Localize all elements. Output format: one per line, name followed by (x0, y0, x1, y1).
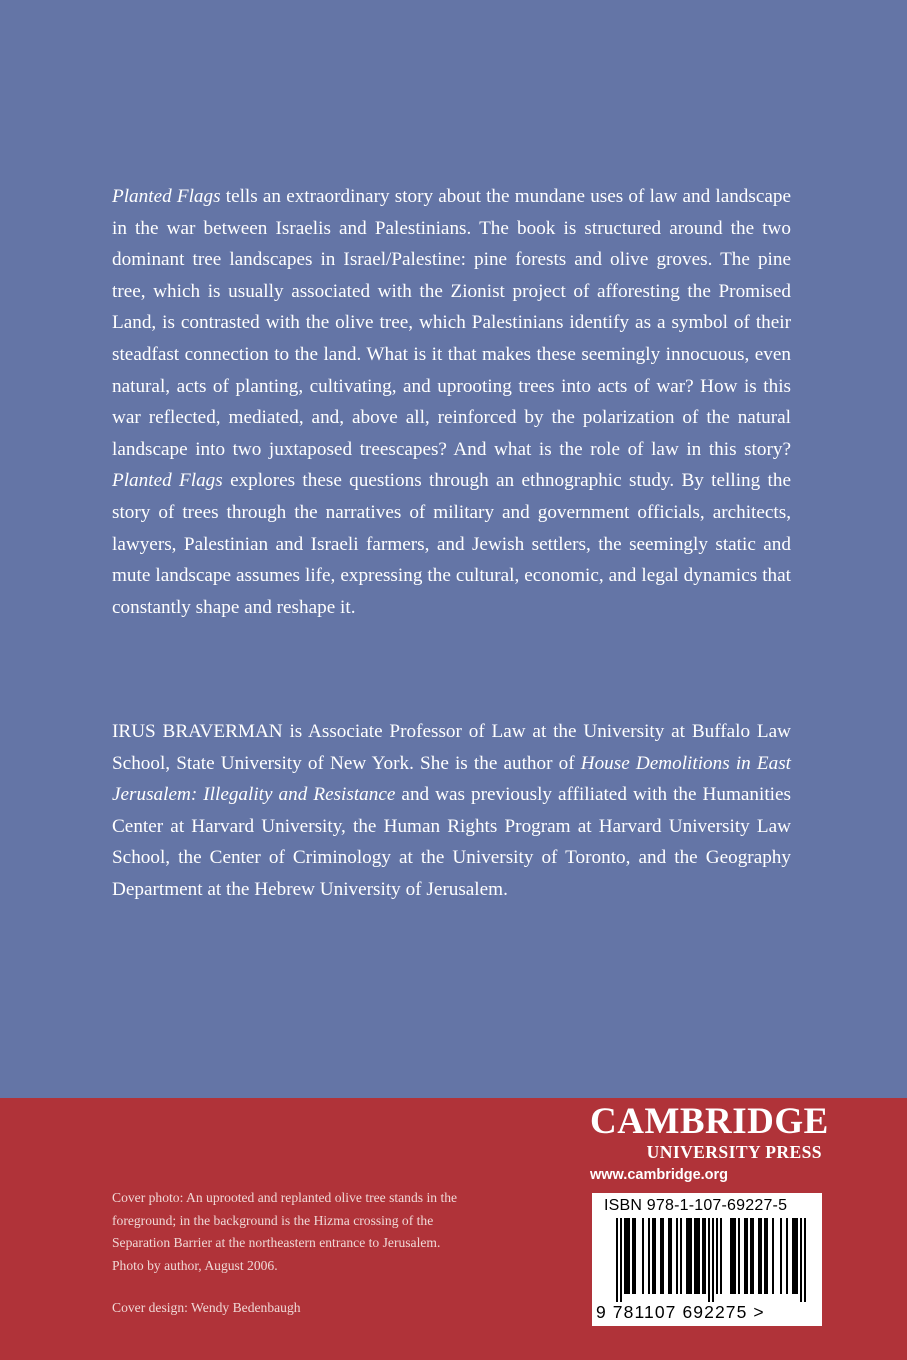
barcode-bar (694, 1218, 696, 1294)
barcode-bar (620, 1218, 622, 1302)
barcode-bar (766, 1218, 768, 1294)
barcode-bar (632, 1218, 634, 1294)
previous-book-title: House Demolitions in East Jerusalem: Illegality and Resistance (112, 752, 791, 806)
barcode-bar (792, 1218, 794, 1294)
barcode-bar (628, 1218, 630, 1294)
barcode-bar (760, 1218, 762, 1294)
bio-text-2: and was previously affiliated with the Humanities Center at Harvard University, the Human Rights Program at Harvard University Law School, the Center of Criminology at the University of Toronto, and the Geography Department at the Hebrew University of Jerusalem. (112, 784, 791, 900)
barcode-bar (670, 1218, 672, 1294)
barcode-bar (752, 1218, 754, 1294)
barcode-bar (708, 1218, 710, 1302)
barcode-bar (654, 1218, 656, 1294)
barcode-bar (634, 1218, 636, 1294)
description-text-2: explores these questions through an ethnographic study. By telling the story of trees through the narratives of military and government officials, architects, lawyers, Palestinian and Israeli farmers, and Jewish settlers, the seemingly static and mute landscape assumes life, expressing the cultural, economic, and legal dynamics that constantly shape and reshape it. (112, 470, 791, 618)
description-paragraph (112, 181, 791, 623)
description-text-1: tells an extraordinary story about the mundane uses of law and landscape in the war between Israelis and Palestinians. The book is structured around the two dominant tree landscapes in Israel/Palestine: pine forests and olive groves. The pine tree, which is usually associated with the Zionist project of afforesting the Promised Land, is contrasted with the olive tree, which Palestinians identify as a symbol of their steadfast connection to the land. What is it that makes these seemingly innocuous, even natural, acts of planting, cultivating, and uprooting trees into acts of war? How is this war reflected, mediated, and, above all, reinforced by the polarization of the natural landscape into two juxtaposed treescapes? And what is the role of law in this story? (112, 186, 792, 460)
barcode-bar (696, 1218, 698, 1294)
barcode-bar (652, 1218, 654, 1294)
barcode-bar (660, 1218, 662, 1294)
cover-design-credit: Cover design: Wendy Bedenbaugh (112, 1300, 301, 1315)
barcode-bar (676, 1218, 678, 1294)
bio-text-1: IRUS BRAVERMAN is Associate Professor of Law at the University at Buffalo Law School, State University of New York. She is the author of (112, 721, 791, 774)
barcode-bar (686, 1218, 688, 1294)
barcode-bar (680, 1218, 682, 1294)
barcode-bar (716, 1218, 718, 1294)
publisher-subtitle: UNIVERSITY PRESS (646, 1142, 822, 1162)
isbn-label: ISBN 978-1-107-69227-5 (604, 1197, 788, 1214)
barcode-bar (744, 1218, 746, 1294)
barcode-bar (796, 1218, 798, 1294)
barcode-bar (734, 1218, 736, 1294)
author-bio (112, 716, 791, 906)
barcode-bar (764, 1218, 766, 1294)
barcode-bar (794, 1218, 796, 1294)
barcode-bar (698, 1218, 700, 1294)
barcode-bar (730, 1218, 732, 1294)
barcode-bar (780, 1218, 782, 1294)
barcode-bar (758, 1218, 760, 1294)
barcode-bar (642, 1218, 644, 1294)
isbn-barcode (592, 1193, 822, 1326)
barcode-bar (750, 1218, 752, 1294)
barcode-bar (804, 1218, 806, 1302)
barcode-bar (732, 1218, 734, 1294)
barcode-bar (668, 1218, 670, 1294)
barcode-bar (720, 1218, 722, 1294)
book-title: Planted Flags (112, 186, 221, 207)
bio-paragraph (112, 716, 791, 906)
publisher-logo (590, 1101, 829, 1185)
barcode-bar (704, 1218, 706, 1294)
barcode-bar (786, 1218, 788, 1294)
book-description (112, 181, 791, 623)
cover-photo-credit: Cover photo: An uprooted and replanted olive tree stands in the foreground; in the background is the Hizma crossing of the Separation Barrier at the northeastern entrance to Jerusalem. Photo by author, August 2006. (112, 1190, 458, 1273)
barcode-bar (648, 1218, 650, 1294)
barcode-bar (738, 1218, 740, 1294)
barcode-bar (616, 1218, 618, 1302)
barcode-bar (702, 1218, 704, 1294)
barcode-bar (688, 1218, 690, 1294)
barcode-digits: 9 781107 692275 > (596, 1302, 765, 1322)
barcode-bar (800, 1218, 802, 1302)
barcode-bar (662, 1218, 664, 1294)
barcode-bar (626, 1218, 628, 1294)
barcode-bar (624, 1218, 626, 1294)
publisher-url: www.cambridge.org (590, 1167, 729, 1183)
barcode-bars (598, 1218, 816, 1302)
barcode-bar (690, 1218, 692, 1294)
barcode-bar (772, 1218, 774, 1294)
barcode-bar (746, 1218, 748, 1294)
book-title-repeat: Planted Flags (112, 470, 223, 492)
barcode-bar (712, 1218, 714, 1302)
publisher-name: CAMBRIDGE (590, 1101, 829, 1142)
